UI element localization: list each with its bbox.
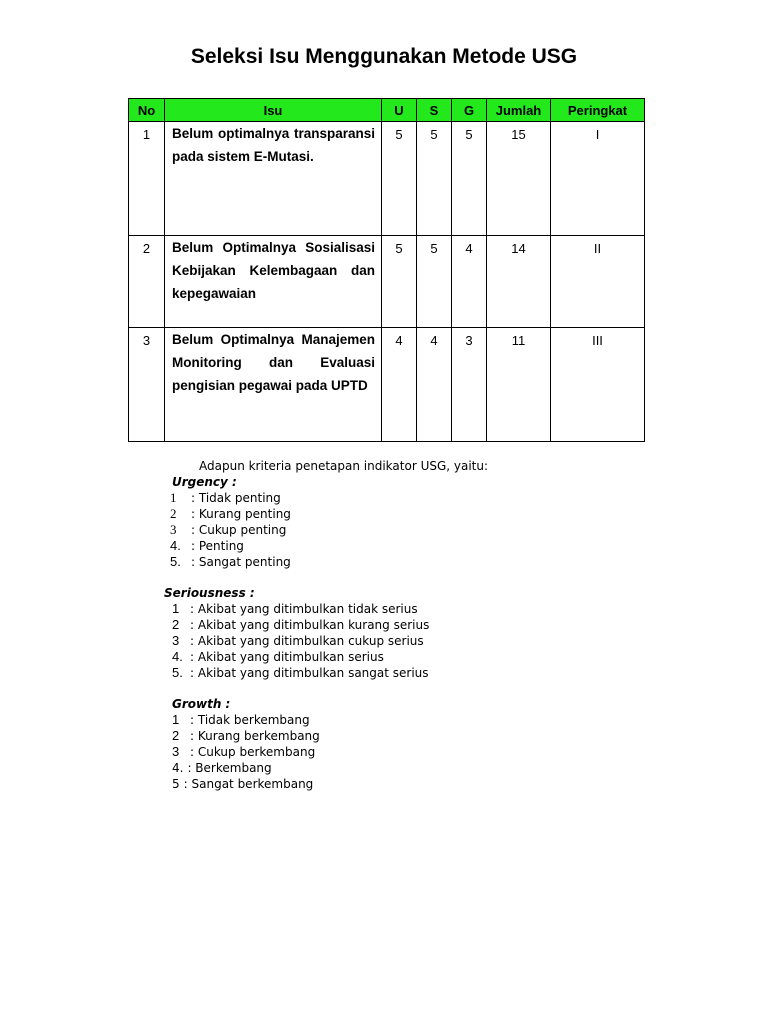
- growth-title: Growth :: [172, 697, 231, 711]
- item-text: : Tidak penting: [191, 491, 281, 505]
- item-text: : Berkembang: [187, 761, 272, 775]
- table-row: [129, 122, 645, 236]
- item-number: 1: [172, 601, 180, 616]
- list-item: [172, 776, 320, 792]
- item-number: 1: [172, 712, 180, 727]
- list-item: [172, 728, 320, 744]
- page-title: Seleksi Isu Menggunakan Metode USG: [190, 45, 578, 68]
- cell-g: 4: [452, 236, 487, 328]
- item-number: 3: [170, 522, 177, 537]
- item-number: 3: [172, 744, 180, 759]
- cell-no: 3: [129, 328, 165, 442]
- growth-section: [172, 696, 230, 712]
- list-item: [172, 601, 429, 617]
- seriousness-title: Seriousness :: [164, 586, 255, 600]
- criteria-intro: Adapun kriteria penetapan indikator USG, yaitu:: [199, 459, 489, 473]
- item-text: : Penting: [191, 539, 244, 553]
- list-item: [170, 538, 291, 554]
- cell-s: 5: [417, 236, 452, 328]
- item-text: : Kurang berkembang: [190, 729, 320, 743]
- cell-u: 5: [382, 236, 417, 328]
- cell-no: 1: [129, 122, 165, 236]
- item-text: : Sangat berkembang: [183, 777, 314, 791]
- item-number: 4.: [172, 761, 184, 775]
- table-row: [129, 236, 645, 328]
- header-s: S: [417, 99, 452, 122]
- usg-table: [128, 98, 645, 442]
- item-number: 5.: [170, 554, 181, 569]
- list-item: [172, 665, 429, 681]
- item-text: : Kurang penting: [191, 507, 291, 521]
- item-text: : Sangat penting: [191, 555, 291, 569]
- cell-s: 4: [417, 328, 452, 442]
- item-number: 5.: [172, 665, 183, 680]
- cell-isu: Belum Optimalnya Sosialisasi Kebijakan Kelembagaan dan kepegawaian: [165, 236, 382, 328]
- list-item: [172, 712, 320, 728]
- list-item: [172, 617, 429, 633]
- table-row: [129, 328, 645, 442]
- cell-jumlah: 14: [487, 236, 551, 328]
- item-number: 2: [170, 506, 177, 521]
- cell-u: 4: [382, 328, 417, 442]
- list-item: [172, 633, 429, 649]
- cell-peringkat: III: [551, 328, 645, 442]
- cell-g: 5: [452, 122, 487, 236]
- item-number: 2: [172, 728, 180, 743]
- cell-isu: Belum Optimalnya Manajemen Monitoring dan Evaluasi pengisian pegawai pada UPTD: [165, 328, 382, 442]
- item-text: : Akibat yang ditimbulkan tidak serius: [190, 602, 418, 616]
- table-header-row: [129, 99, 645, 122]
- list-item: [170, 522, 291, 538]
- item-text: : Akibat yang ditimbulkan cukup serius: [190, 634, 424, 648]
- cell-u: 5: [382, 122, 417, 236]
- item-text: : Akibat yang ditimbulkan serius: [190, 650, 384, 664]
- cell-peringkat: II: [551, 236, 645, 328]
- cell-g: 3: [452, 328, 487, 442]
- cell-no: 2: [129, 236, 165, 328]
- item-text: : Cukup penting: [191, 523, 287, 537]
- growth-list: [172, 712, 320, 792]
- list-item: [172, 649, 429, 665]
- cell-s: 5: [417, 122, 452, 236]
- cell-jumlah: 11: [487, 328, 551, 442]
- list-item: [170, 490, 291, 506]
- cell-peringkat: I: [551, 122, 645, 236]
- list-item: [172, 744, 320, 760]
- seriousness-list: [172, 601, 429, 681]
- list-item: [172, 760, 320, 776]
- item-text: : Akibat yang ditimbulkan kurang serius: [190, 618, 430, 632]
- cell-isu: Belum optimalnya transparansi pada sistem E-Mutasi.: [165, 122, 382, 236]
- header-g: G: [452, 99, 487, 122]
- item-number: 4.: [172, 649, 183, 664]
- item-number: 4.: [170, 538, 181, 553]
- item-text: : Tidak berkembang: [190, 713, 310, 727]
- item-number: 3: [172, 633, 180, 648]
- urgency-section: [172, 474, 237, 490]
- item-number: 2: [172, 617, 180, 632]
- header-peringkat: Peringkat: [551, 99, 645, 122]
- item-text: : Cukup berkembang: [190, 745, 316, 759]
- list-item: [170, 554, 291, 570]
- header-u: U: [382, 99, 417, 122]
- urgency-title: Urgency :: [172, 475, 237, 489]
- header-isu: Isu: [165, 99, 382, 122]
- urgency-list: [170, 490, 291, 570]
- list-item: [170, 506, 291, 522]
- header-jumlah: Jumlah: [487, 99, 551, 122]
- item-number: 5: [172, 777, 180, 791]
- item-text: : Akibat yang ditimbulkan sangat serius: [190, 666, 429, 680]
- cell-jumlah: 15: [487, 122, 551, 236]
- seriousness-section: [164, 585, 255, 601]
- header-no: No: [129, 99, 165, 122]
- item-number: 1: [170, 490, 177, 505]
